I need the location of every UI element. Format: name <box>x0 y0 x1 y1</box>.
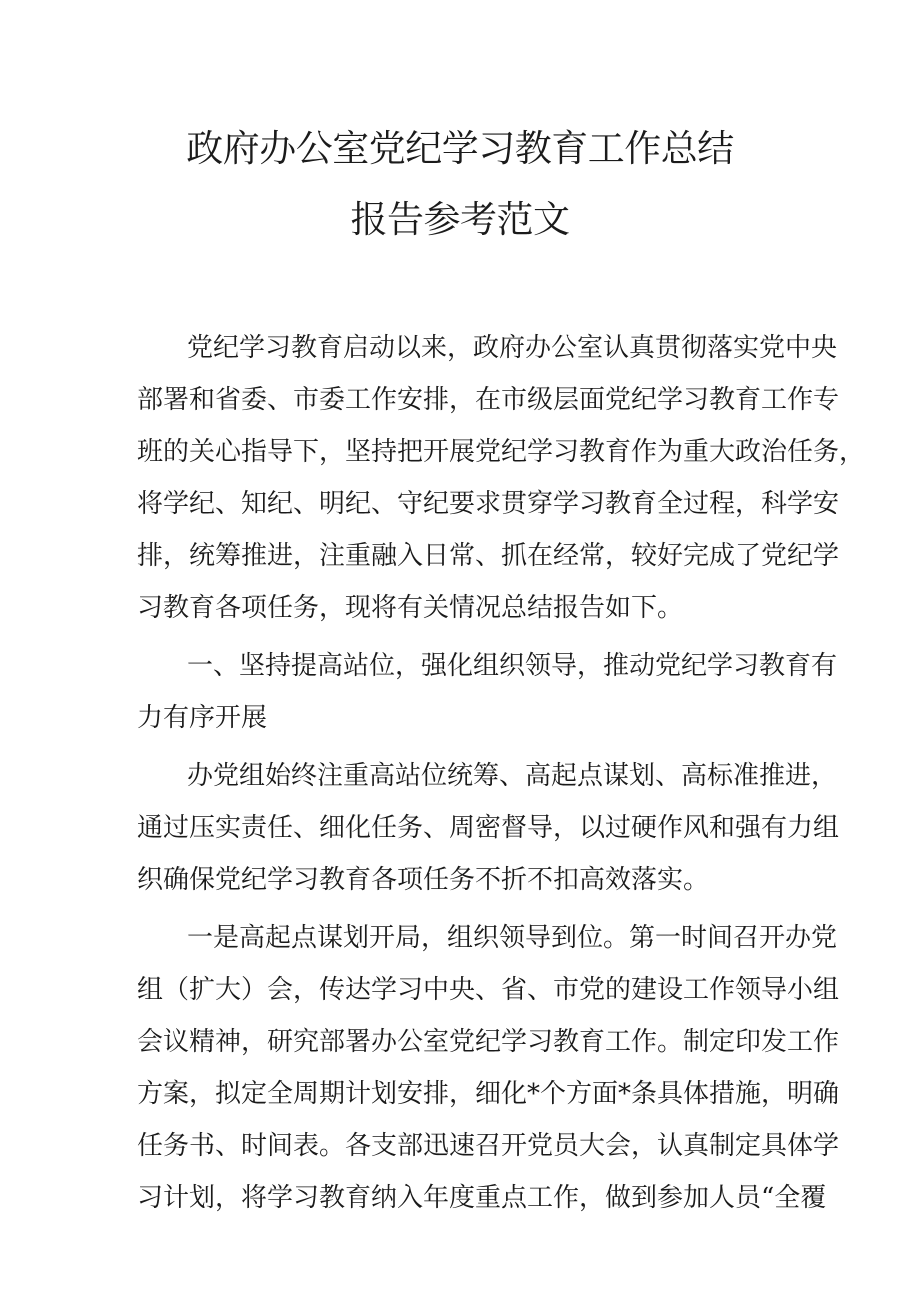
document-title-line-2: 报告参考范文 <box>350 198 570 241</box>
paragraph-line: 部署和省委、市委工作安排，在市级层面党纪学习教育工作专 <box>137 385 840 415</box>
paragraph-line: 织确保党纪学习教育各项任务不折不扣高效落实。 <box>137 865 710 895</box>
paragraph-line: 任务书、时间表。各支部迅速召开党员大会，认真制定具体学 <box>137 1131 840 1161</box>
document-body <box>137 322 866 1224</box>
paragraph-line: 党纪学习教育启动以来，政府办公室认真贯彻落实党中央 <box>187 333 838 363</box>
paragraph-section-1-intro <box>137 750 840 906</box>
section-heading-1 <box>137 640 838 744</box>
paragraph-line: 方案，拟定全周期计划安排，细化*个方面*条具体措施，明确 <box>137 1079 840 1109</box>
heading-line: 力有序开展 <box>137 703 268 733</box>
paragraph-intro <box>137 322 866 634</box>
paragraph-line: 会议精神，研究部署办公室党纪学习教育工作。制定印发工作 <box>137 1027 840 1057</box>
paragraph-line: 办党组始终注重高站位统筹、高起点谋划、高标准推进， <box>187 761 838 791</box>
paragraph-line: 班的关心指导下，坚持把开展党纪学习教育作为重大政治任务， <box>137 437 866 467</box>
heading-line: 一、坚持提高站位，强化组织领导，推动党纪学习教育有 <box>187 651 838 681</box>
paragraph-line: 将学纪、知纪、明纪、守纪要求贯穿学习教育全过程，科学安 <box>137 489 840 519</box>
paragraph-point-1 <box>137 912 840 1224</box>
paragraph-line: 通过压实责任、细化任务、周密督导，以过硬作风和强有力组 <box>137 813 840 843</box>
paragraph-line: 一是高起点谋划开局，组织领导到位。第一时间召开办党 <box>187 923 838 953</box>
paragraph-line: 习计划，将学习教育纳入年度重点工作，做到参加人员“全覆 <box>137 1183 827 1213</box>
paragraph-line: 组（扩大）会，传达学习中央、省、市党的建设工作领导小组 <box>137 975 840 1005</box>
document-title-line-1: 政府办公室党纪学习教育工作总结 <box>186 127 734 170</box>
paragraph-line: 习教育各项任务，现将有关情况总结报告如下。 <box>137 593 684 623</box>
paragraph-line: 排，统筹推进，注重融入日常、抓在经常，较好完成了党纪学 <box>137 541 840 571</box>
